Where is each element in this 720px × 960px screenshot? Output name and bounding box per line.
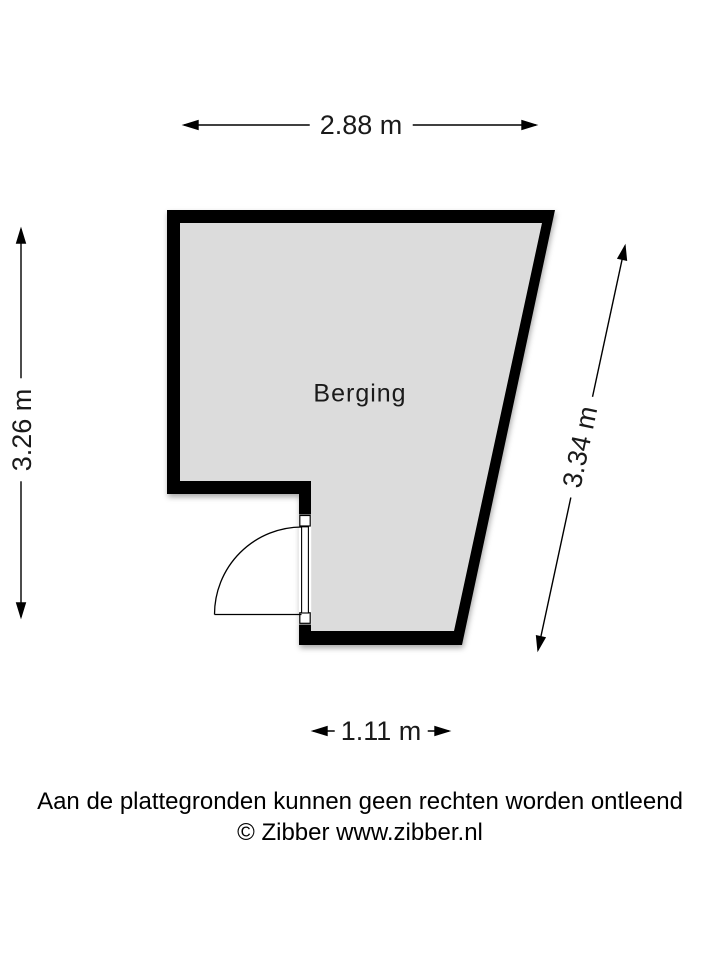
door-jamb-top — [300, 516, 310, 527]
door-leaf-closed — [302, 527, 309, 613]
arrow-down-icon — [537, 636, 545, 650]
footer — [0, 786, 720, 848]
arrow-right-icon — [522, 121, 536, 130]
dimension-top-label: 2.88 m — [310, 109, 413, 141]
room-floor — [180, 223, 542, 631]
arrow-up-icon — [17, 229, 26, 243]
arrow-left-icon — [313, 727, 327, 736]
room-berging — [167, 210, 555, 645]
arrow-down-icon — [17, 603, 26, 617]
door-swing-arc — [215, 527, 303, 615]
arrow-right-icon — [435, 727, 449, 736]
arrow-left-icon — [184, 121, 198, 130]
arrow-up-icon — [618, 246, 626, 260]
dimension-left-label: 3.26 m — [6, 379, 38, 482]
dimension-right-label: 3.34 m — [554, 394, 607, 501]
footer-disclaimer: Aan de plattegronden kunnen geen rechten worden ontleend — [37, 788, 683, 815]
dimension-bottom-label: 1.11 m — [335, 715, 428, 747]
footer-credit: © Zibber www.zibber.nl — [237, 819, 483, 846]
door — [215, 515, 312, 625]
room-label: Berging — [313, 379, 407, 408]
